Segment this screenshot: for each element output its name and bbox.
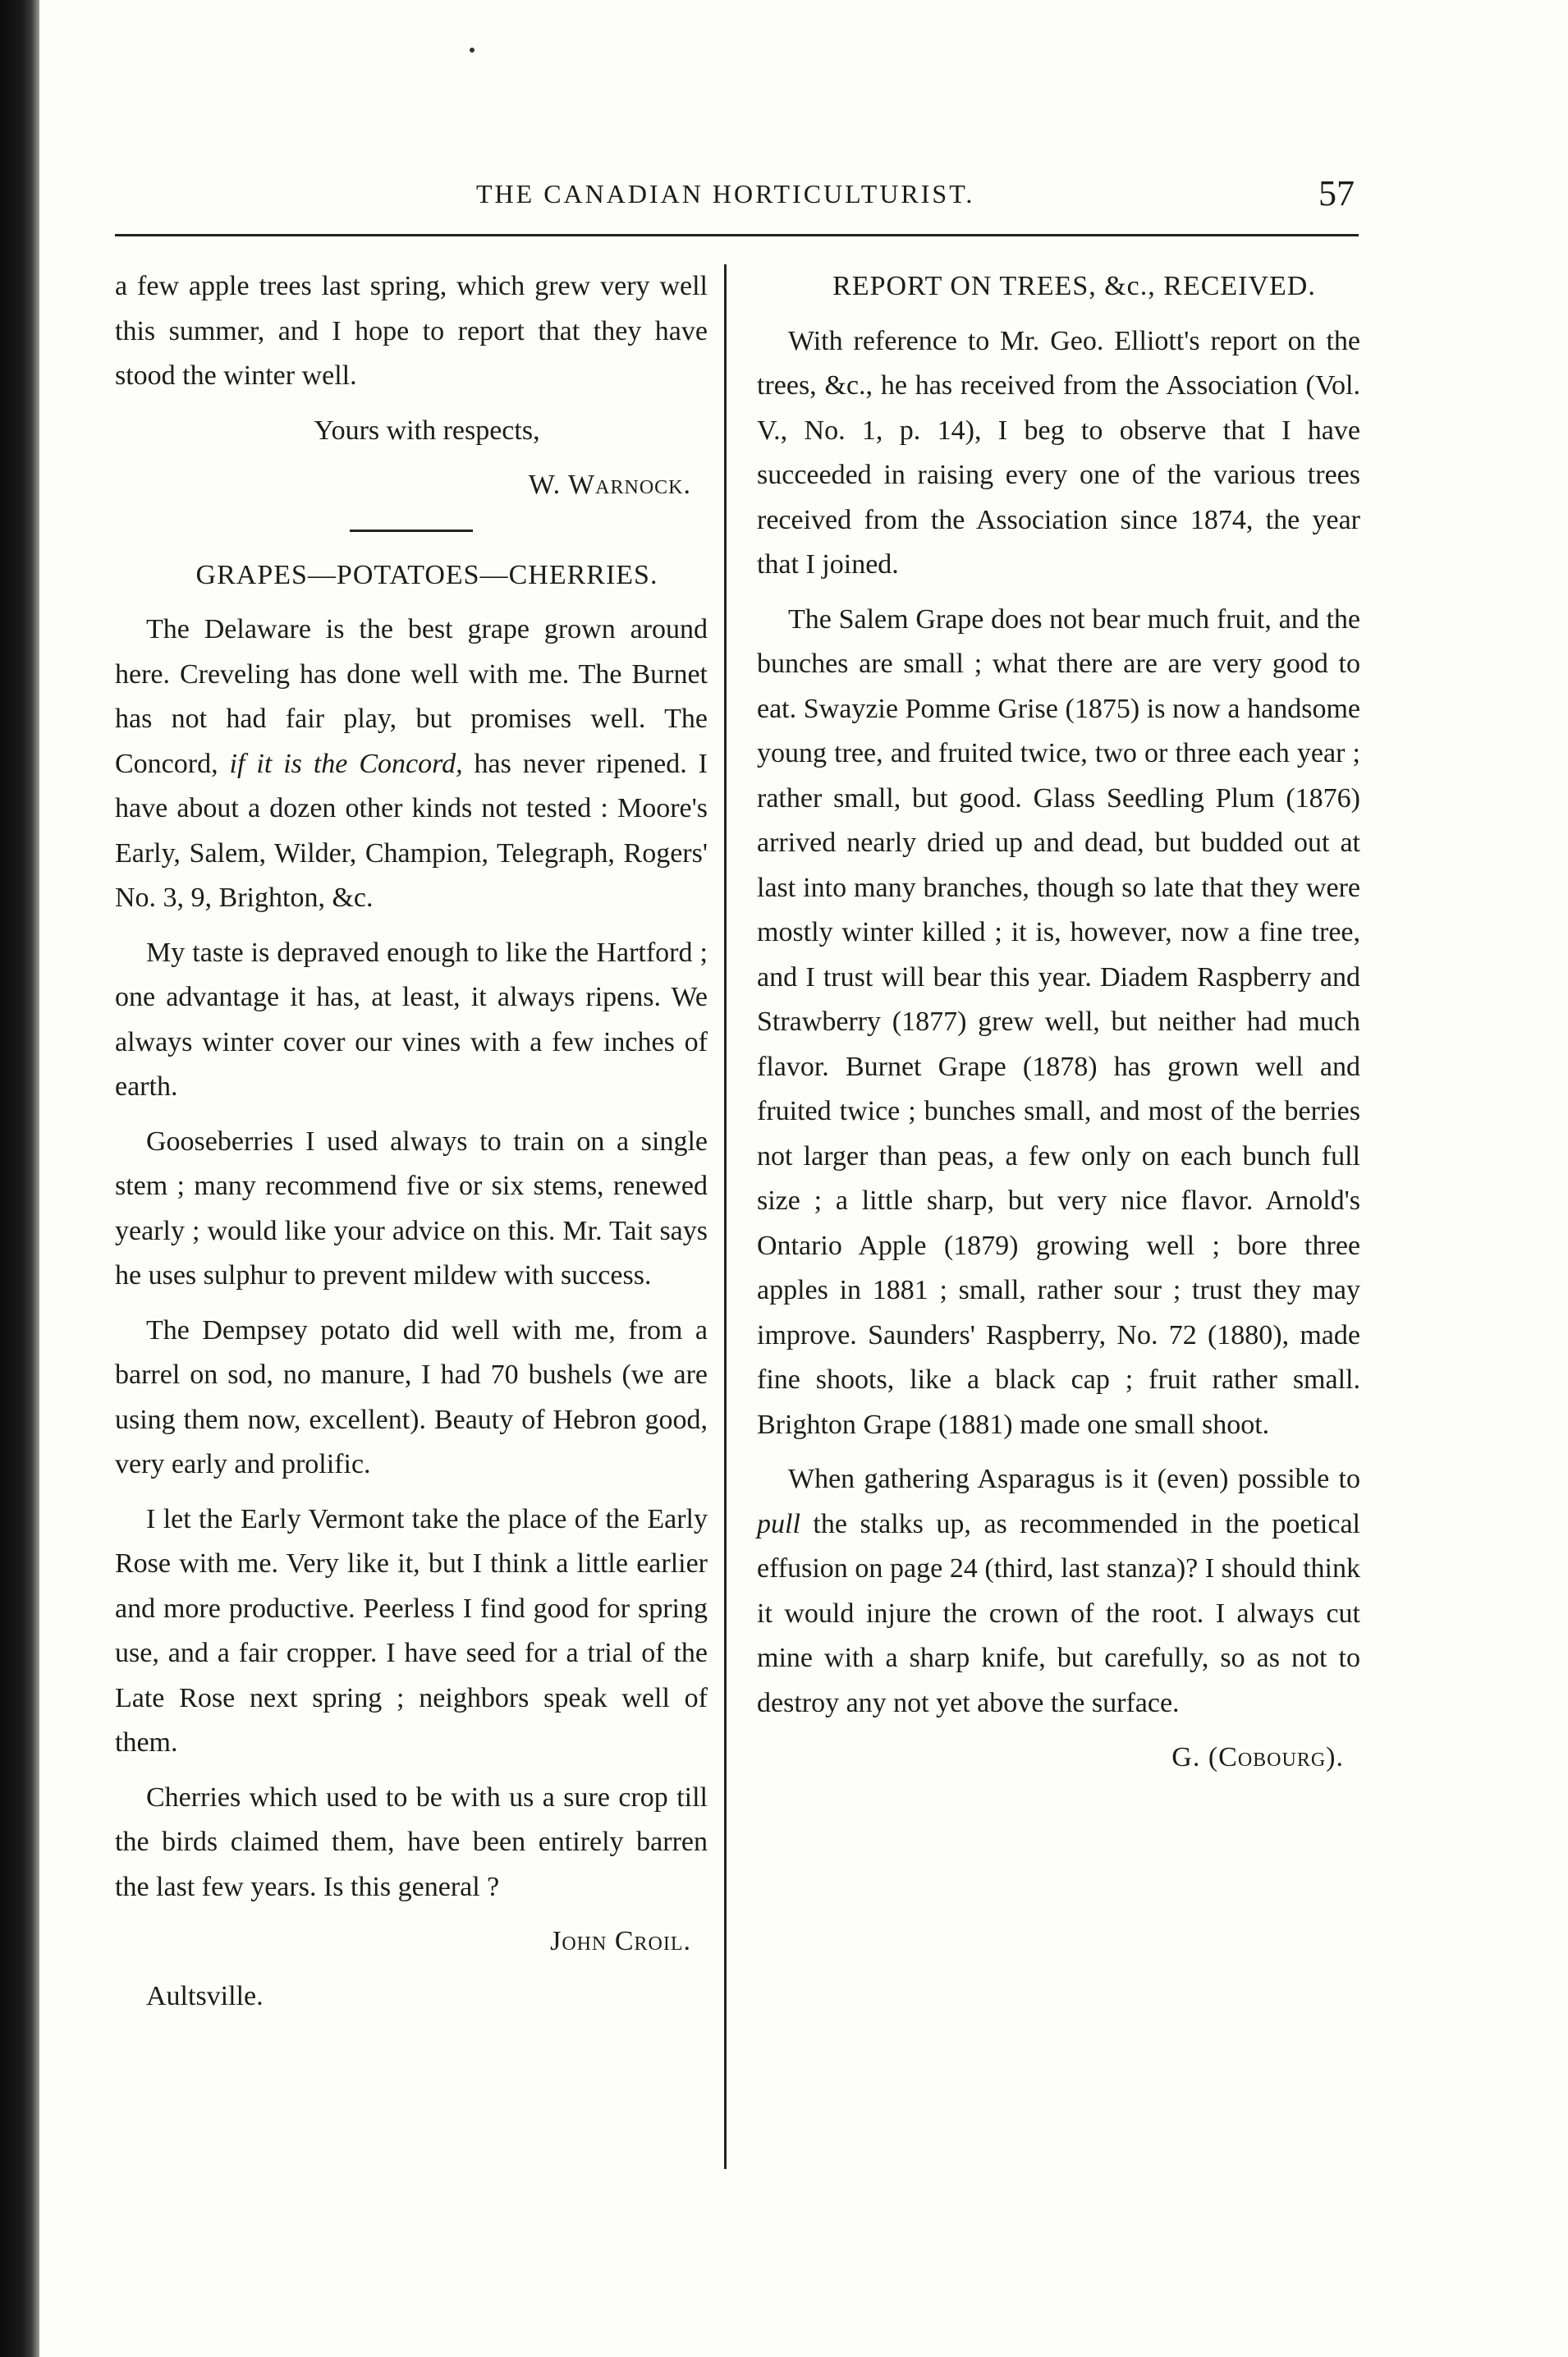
letter-continuation: a few apple trees last spring, which grew very well this summer, and I hope to report that they have stood the winter well. <box>115 271 708 391</box>
dateline-place: Aultsville. <box>146 1980 264 2011</box>
article-signature <box>115 1919 708 1965</box>
paragraph-asparagus-text-b: the stalks up, as recommended in the poetical effusion on page 24 (third, last stanza)? I should think it would injure the crown of the root. I always cut mine with a sharp knife, but carefully, so as not to destroy any not yet above the surface. <box>757 1508 1360 1718</box>
signature-warnock: W. Warnock. <box>528 470 691 500</box>
paragraph-asparagus <box>757 1457 1360 1726</box>
report-heading: REPORT ON TREES, &c., RECEIVED. <box>832 271 1316 301</box>
running-head <box>115 172 1355 222</box>
paragraph-hartford: My taste is depraved enough to like the Hartford ; one advantage it has, at least, it always ripens. We always winter cover our vines with a few inches of earth. <box>115 937 708 1102</box>
paragraph-dempsey-potato: The Dempsey potato did well with me, from a barrel on sod, no manure, I had 70 bushels (we are using them now, excellent). Beauty of Hebron good, very early and prolific. <box>115 1314 708 1479</box>
paragraph-grapes-text-a: The Delaware is the best grape grown around here. Creveling has done well with me. The Burnet has not had fair play, but promises well. The Concord, <box>115 614 708 779</box>
paragraph-report-intro: With reference to Mr. Geo. Elliott's report on the trees, &c., he has received from the Association (Vol. V., No. 1, p. 14), I beg to observe that I have succeeded in raising every one of the various trees received from the Association since 1874, the year that I joined. <box>757 325 1360 580</box>
report-signature <box>757 1736 1360 1781</box>
paragraph-gooseberries: Gooseberries I used always to train on a single stem ; many recommend five or six stems, renewed yearly ; would like your advice on this. Mr. Tait says he uses sulphur to prevent mildew with success. <box>115 1126 708 1291</box>
print-speck <box>470 48 475 53</box>
signature-cobourg: G. (Cobourg). <box>1171 1742 1344 1772</box>
header-rule <box>115 234 1359 236</box>
paragraph-early-vermont: I let the Early Vermont take the place of the Early Rose with me. Very like it, but I think a little earlier and more productive. Peerless I find good for spring use, and a fair cropper. I have seed for a trial of the Late Rose next spring ; neighbors speak well of them. <box>115 1503 708 1758</box>
signature-croil: John Croil. <box>550 1926 691 1956</box>
column-divider <box>724 264 727 2169</box>
letter-signature <box>115 463 708 508</box>
paragraph-asparagus-emphasis: pull <box>757 1508 800 1539</box>
letter-closing: Yours with respects, <box>314 415 540 446</box>
paragraph-grapes <box>115 608 708 921</box>
paragraph-cherries: Cherries which used to be with us a sure crop till the birds claimed them, have been entirely barren the last few years. Is this general ? <box>115 1782 708 1902</box>
right-column <box>757 264 1360 1791</box>
section-separator <box>350 530 473 532</box>
paragraph-tree-results: The Salem Grape does not bear much fruit, and the bunches are small ; what there are are very good to eat. Swayzie Pomme Grise (1875) is now a handsome young tree, and fruited twice, two or three each year ; rather small, but good. Glass Seedling Plum (1876) arrived nearly dried up and dead, but budded out at last into many branches, though so late that they were mostly winter killed ; it is, however, now a fine tree, and I trust will bear this year. Diadem Raspberry and Strawberry (1877) grew well, but neither had much flavor. Burnet Grape (1878) has grown well and fruited twice ; bunches small, and most of the berries not larger than peas, a few only on each bunch full size ; a little sharp, but very nice flavor. Arnold's Ontario Apple (1879) growing well ; bore three apples in 1881 ; small, rather sour ; trust they may improve. Saunders' Raspberry, No. 72 (1880), made fine shoots, like a black cap ; fruit rather small. Brighton Grape (1881) made one small shoot. <box>757 603 1360 1440</box>
paragraph-asparagus-text-a: When gathering Asparagus is it (even) possible to <box>788 1464 1360 1494</box>
binding-edge <box>0 0 39 2357</box>
journal-title: THE CANADIAN HORTICULTURIST. <box>476 179 975 209</box>
page-number: 57 <box>1318 173 1355 213</box>
paragraph-grapes-text-b: has never ripened. I have about a dozen other kinds not tested : Moore's Early, Salem, Wilder, Champion, Telegraph, Rogers' No. 3, 9, Brighton, &c. <box>115 748 708 913</box>
paragraph-grapes-emphasis: if it is the Concord, <box>229 748 463 779</box>
left-column <box>115 264 708 2029</box>
article-heading: GRAPES—POTATOES—CHERRIES. <box>195 559 658 590</box>
